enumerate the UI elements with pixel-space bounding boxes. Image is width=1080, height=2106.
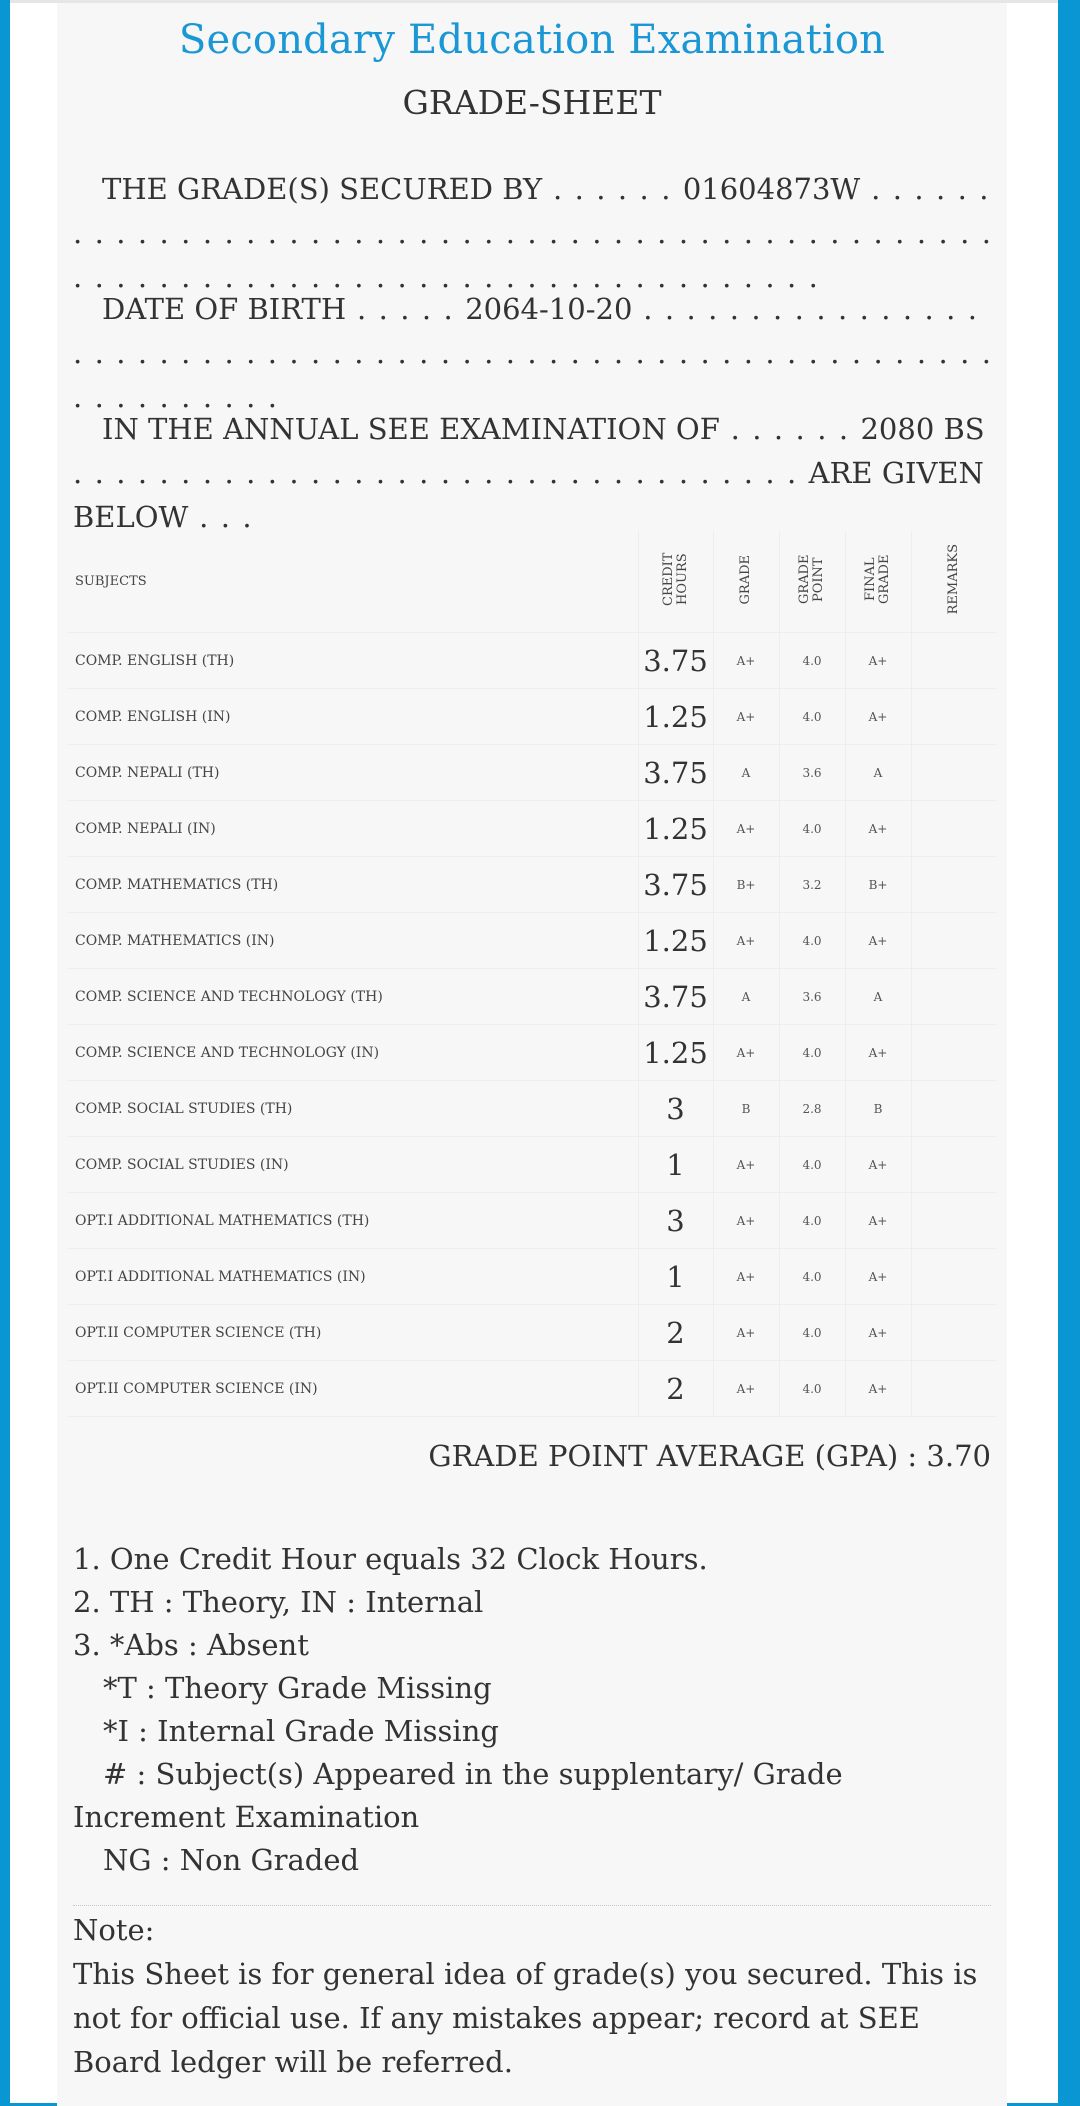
grade-cell: A <box>713 745 779 801</box>
grade-cell: A+ <box>713 1137 779 1193</box>
grade-header-label: GRADE <box>738 554 753 605</box>
grade-point-header-label: GRADE POINT <box>797 554 826 605</box>
legend-item: 1. One Credit Hour equals 32 Clock Hours. <box>73 1542 708 1576</box>
legend-item: *I : Internal Grade Missing <box>103 1714 499 1748</box>
table-row <box>67 969 997 1025</box>
remarks-cell <box>911 1361 997 1417</box>
exam-title: Secondary Education Examination <box>178 17 886 63</box>
credit-hours-cell: 3 <box>638 1193 713 1249</box>
subject-cell: COMP. SCIENCE AND TECHNOLOGY (IN) <box>67 1025 638 1081</box>
grade-point-cell: 4.0 <box>779 1305 845 1361</box>
grade-point-header <box>779 531 845 633</box>
grade-header <box>713 531 779 633</box>
table-header-row <box>67 531 997 633</box>
final-grade-cell: A+ <box>845 1025 911 1081</box>
credit-hours-cell: 2 <box>638 1305 713 1361</box>
credit-hours-cell: 1.25 <box>638 801 713 857</box>
grade-cell: A+ <box>713 1305 779 1361</box>
exam-line: IN THE ANNUAL SEE EXAMINATION OF . . . . . . 2080 BS . . . . . . . . . . . . . . . . . . . . . . . . . . . . . . . . . . ARE GIVEN BELOW . . . <box>73 412 985 534</box>
legend <box>73 1538 998 1882</box>
table-row <box>67 633 997 689</box>
secured-by-label: THE GRADE(S) SECURED BY <box>102 172 543 206</box>
grade-point-cell: 2.8 <box>779 1081 845 1137</box>
legend-item: *T : Theory Grade Missing <box>103 1671 492 1705</box>
grade-cell: A+ <box>713 1193 779 1249</box>
grade-cell: A+ <box>713 689 779 745</box>
grade-cell: A <box>713 969 779 1025</box>
grade-cell: A+ <box>713 801 779 857</box>
dob-label: DATE OF BIRTH <box>102 292 347 326</box>
note-label: Note: <box>73 1913 155 1947</box>
legend-item: 3. *Abs : Absent <box>73 1628 309 1662</box>
secured-by-line: THE GRADE(S) SECURED BY . . . . . . 01604873W . . . . . . . . . . . . . . . . . . . . . . . . . . . . . . . . . . . . . . . . . . . . . . . . . . . . . . . . . . . . . . . . . . . . . . . . . . . . . . . . . . . . <box>73 172 993 294</box>
table-row <box>67 1137 997 1193</box>
subject-cell: COMP. MATHEMATICS (TH) <box>67 857 638 913</box>
grade-point-cell: 4.0 <box>779 913 845 969</box>
credit-hours-cell: 3.75 <box>638 857 713 913</box>
grade-cell: B+ <box>713 857 779 913</box>
final-grade-cell: A <box>845 745 911 801</box>
table-row <box>67 913 997 969</box>
subject-cell: COMP. NEPALI (TH) <box>67 745 638 801</box>
credit-hours-cell: 3 <box>638 1081 713 1137</box>
grade-cell: A+ <box>713 1249 779 1305</box>
grades-table <box>67 531 997 1417</box>
table-row <box>67 1081 997 1137</box>
note-divider <box>73 1905 991 1906</box>
legend-item-text: # : Subject(s) Appeared in the supplentary/ Grade Increment Examination <box>73 1757 843 1834</box>
gpa-label: GRADE POINT AVERAGE (GPA) : <box>428 1439 918 1473</box>
final-grade-cell: A+ <box>845 801 911 857</box>
sheet-subtitle: GRADE-SHEET <box>402 83 662 122</box>
final-grade-cell: A+ <box>845 1249 911 1305</box>
final-grade-cell: A+ <box>845 633 911 689</box>
grade-cell: B <box>713 1081 779 1137</box>
credit-hours-cell: 1 <box>638 1249 713 1305</box>
table-row <box>67 1361 997 1417</box>
table-row <box>67 689 997 745</box>
subject-cell: COMP. NEPALI (IN) <box>67 801 638 857</box>
grade-point-cell: 3.6 <box>779 745 845 801</box>
remarks-cell <box>911 1025 997 1081</box>
subjects-header: SUBJECTS <box>67 531 638 633</box>
subject-cell: COMP. ENGLISH (IN) <box>67 689 638 745</box>
remarks-cell <box>911 1305 997 1361</box>
page <box>10 0 1058 2103</box>
grade-point-cell: 4.0 <box>779 689 845 745</box>
grade-point-cell: 4.0 <box>779 1025 845 1081</box>
grade-point-cell: 4.0 <box>779 1249 845 1305</box>
table-row <box>67 1305 997 1361</box>
remarks-cell <box>911 689 997 745</box>
credit-hours-cell: 1 <box>638 1137 713 1193</box>
remarks-header-label: REMARKS <box>946 544 962 615</box>
remarks-cell <box>911 913 997 969</box>
credit-hours-header-label: CREDIT HOURS <box>660 552 690 607</box>
credit-hours-header <box>638 531 713 633</box>
subject-cell: OPT.I ADDITIONAL MATHEMATICS (TH) <box>67 1193 638 1249</box>
credit-hours-cell: 3.75 <box>638 745 713 801</box>
exam-year: 2080 BS <box>860 412 985 446</box>
grade-sheet <box>57 3 1007 2106</box>
final-grade-cell: A+ <box>845 1305 911 1361</box>
remarks-cell <box>911 857 997 913</box>
grade-point-cell: 4.0 <box>779 1137 845 1193</box>
remarks-cell <box>911 1249 997 1305</box>
grade-point-cell: 4.0 <box>779 633 845 689</box>
legend-item: NG : Non Graded <box>103 1843 360 1877</box>
dob-value: 2064-10-20 <box>465 292 633 326</box>
remarks-cell <box>911 801 997 857</box>
remarks-cell <box>911 1081 997 1137</box>
grade-point-cell: 4.0 <box>779 1193 845 1249</box>
given-below-label: ARE GIVEN BELOW <box>73 456 984 534</box>
credit-hours-cell: 1.25 <box>638 689 713 745</box>
final-grade-cell: A+ <box>845 913 911 969</box>
final-grade-header-label: FINAL GRADE <box>863 554 892 605</box>
subject-cell: COMP. SOCIAL STUDIES (IN) <box>67 1137 638 1193</box>
remarks-header <box>911 531 997 633</box>
grade-point-cell: 4.0 <box>779 801 845 857</box>
subject-cell: COMP. SOCIAL STUDIES (TH) <box>67 1081 638 1137</box>
final-grade-cell: A+ <box>845 1193 911 1249</box>
subject-cell: COMP. ENGLISH (TH) <box>67 633 638 689</box>
remarks-cell <box>911 969 997 1025</box>
final-grade-cell: A+ <box>845 689 911 745</box>
table-row <box>67 857 997 913</box>
gpa-value: 3.70 <box>926 1439 991 1473</box>
dob-line: DATE OF BIRTH . . . . . 2064-10-20 . . . . . . . . . . . . . . . . . . . . . . . . . . . . . . . . . . . . . . . . . . . . . . . . . . . . . . . . . . . . . . . . . . . . . <box>73 292 993 414</box>
final-grade-cell: B+ <box>845 857 911 913</box>
table-row <box>67 1025 997 1081</box>
note-text: This Sheet is for general idea of grade(s) you secured. This is not for official use. If any mistakes appear; record at SEE Board ledger will be referred. <box>73 1957 978 2079</box>
grade-cell: A+ <box>713 1361 779 1417</box>
grades-table-body <box>67 633 997 1417</box>
final-grade-cell: B <box>845 1081 911 1137</box>
final-grade-cell: A+ <box>845 1137 911 1193</box>
grade-point-cell: 3.6 <box>779 969 845 1025</box>
gpa-line <box>428 1439 991 1473</box>
final-grade-cell: A+ <box>845 1361 911 1417</box>
remarks-cell <box>911 633 997 689</box>
legend-item: 2. TH : Theory, IN : Internal <box>73 1585 484 1619</box>
table-row <box>67 1193 997 1249</box>
final-grade-cell: A <box>845 969 911 1025</box>
table-row <box>67 801 997 857</box>
exam-label: IN THE ANNUAL SEE EXAMINATION OF <box>102 412 720 446</box>
subject-cell: COMP. SCIENCE AND TECHNOLOGY (TH) <box>67 969 638 1025</box>
subject-cell: OPT.II COMPUTER SCIENCE (TH) <box>67 1305 638 1361</box>
credit-hours-cell: 1.25 <box>638 1025 713 1081</box>
remarks-cell <box>911 745 997 801</box>
remarks-cell <box>911 1193 997 1249</box>
remarks-cell <box>911 1137 997 1193</box>
credit-hours-cell: 2 <box>638 1361 713 1417</box>
grade-cell: A+ <box>713 913 779 969</box>
legend-item <box>73 1753 998 1839</box>
table-row <box>67 1249 997 1305</box>
subject-cell: OPT.II COMPUTER SCIENCE (IN) <box>67 1361 638 1417</box>
table-row <box>67 745 997 801</box>
final-grade-header <box>845 531 911 633</box>
credit-hours-cell: 1.25 <box>638 913 713 969</box>
symbol-number: 01604873W <box>682 172 861 206</box>
credit-hours-cell: 3.75 <box>638 969 713 1025</box>
grade-point-cell: 4.0 <box>779 1361 845 1417</box>
grade-point-cell: 3.2 <box>779 857 845 913</box>
note-block <box>73 1908 998 2084</box>
grade-cell: A+ <box>713 633 779 689</box>
credit-hours-cell: 3.75 <box>638 633 713 689</box>
subject-cell: COMP. MATHEMATICS (IN) <box>67 913 638 969</box>
subject-cell: OPT.I ADDITIONAL MATHEMATICS (IN) <box>67 1249 638 1305</box>
grade-cell: A+ <box>713 1025 779 1081</box>
